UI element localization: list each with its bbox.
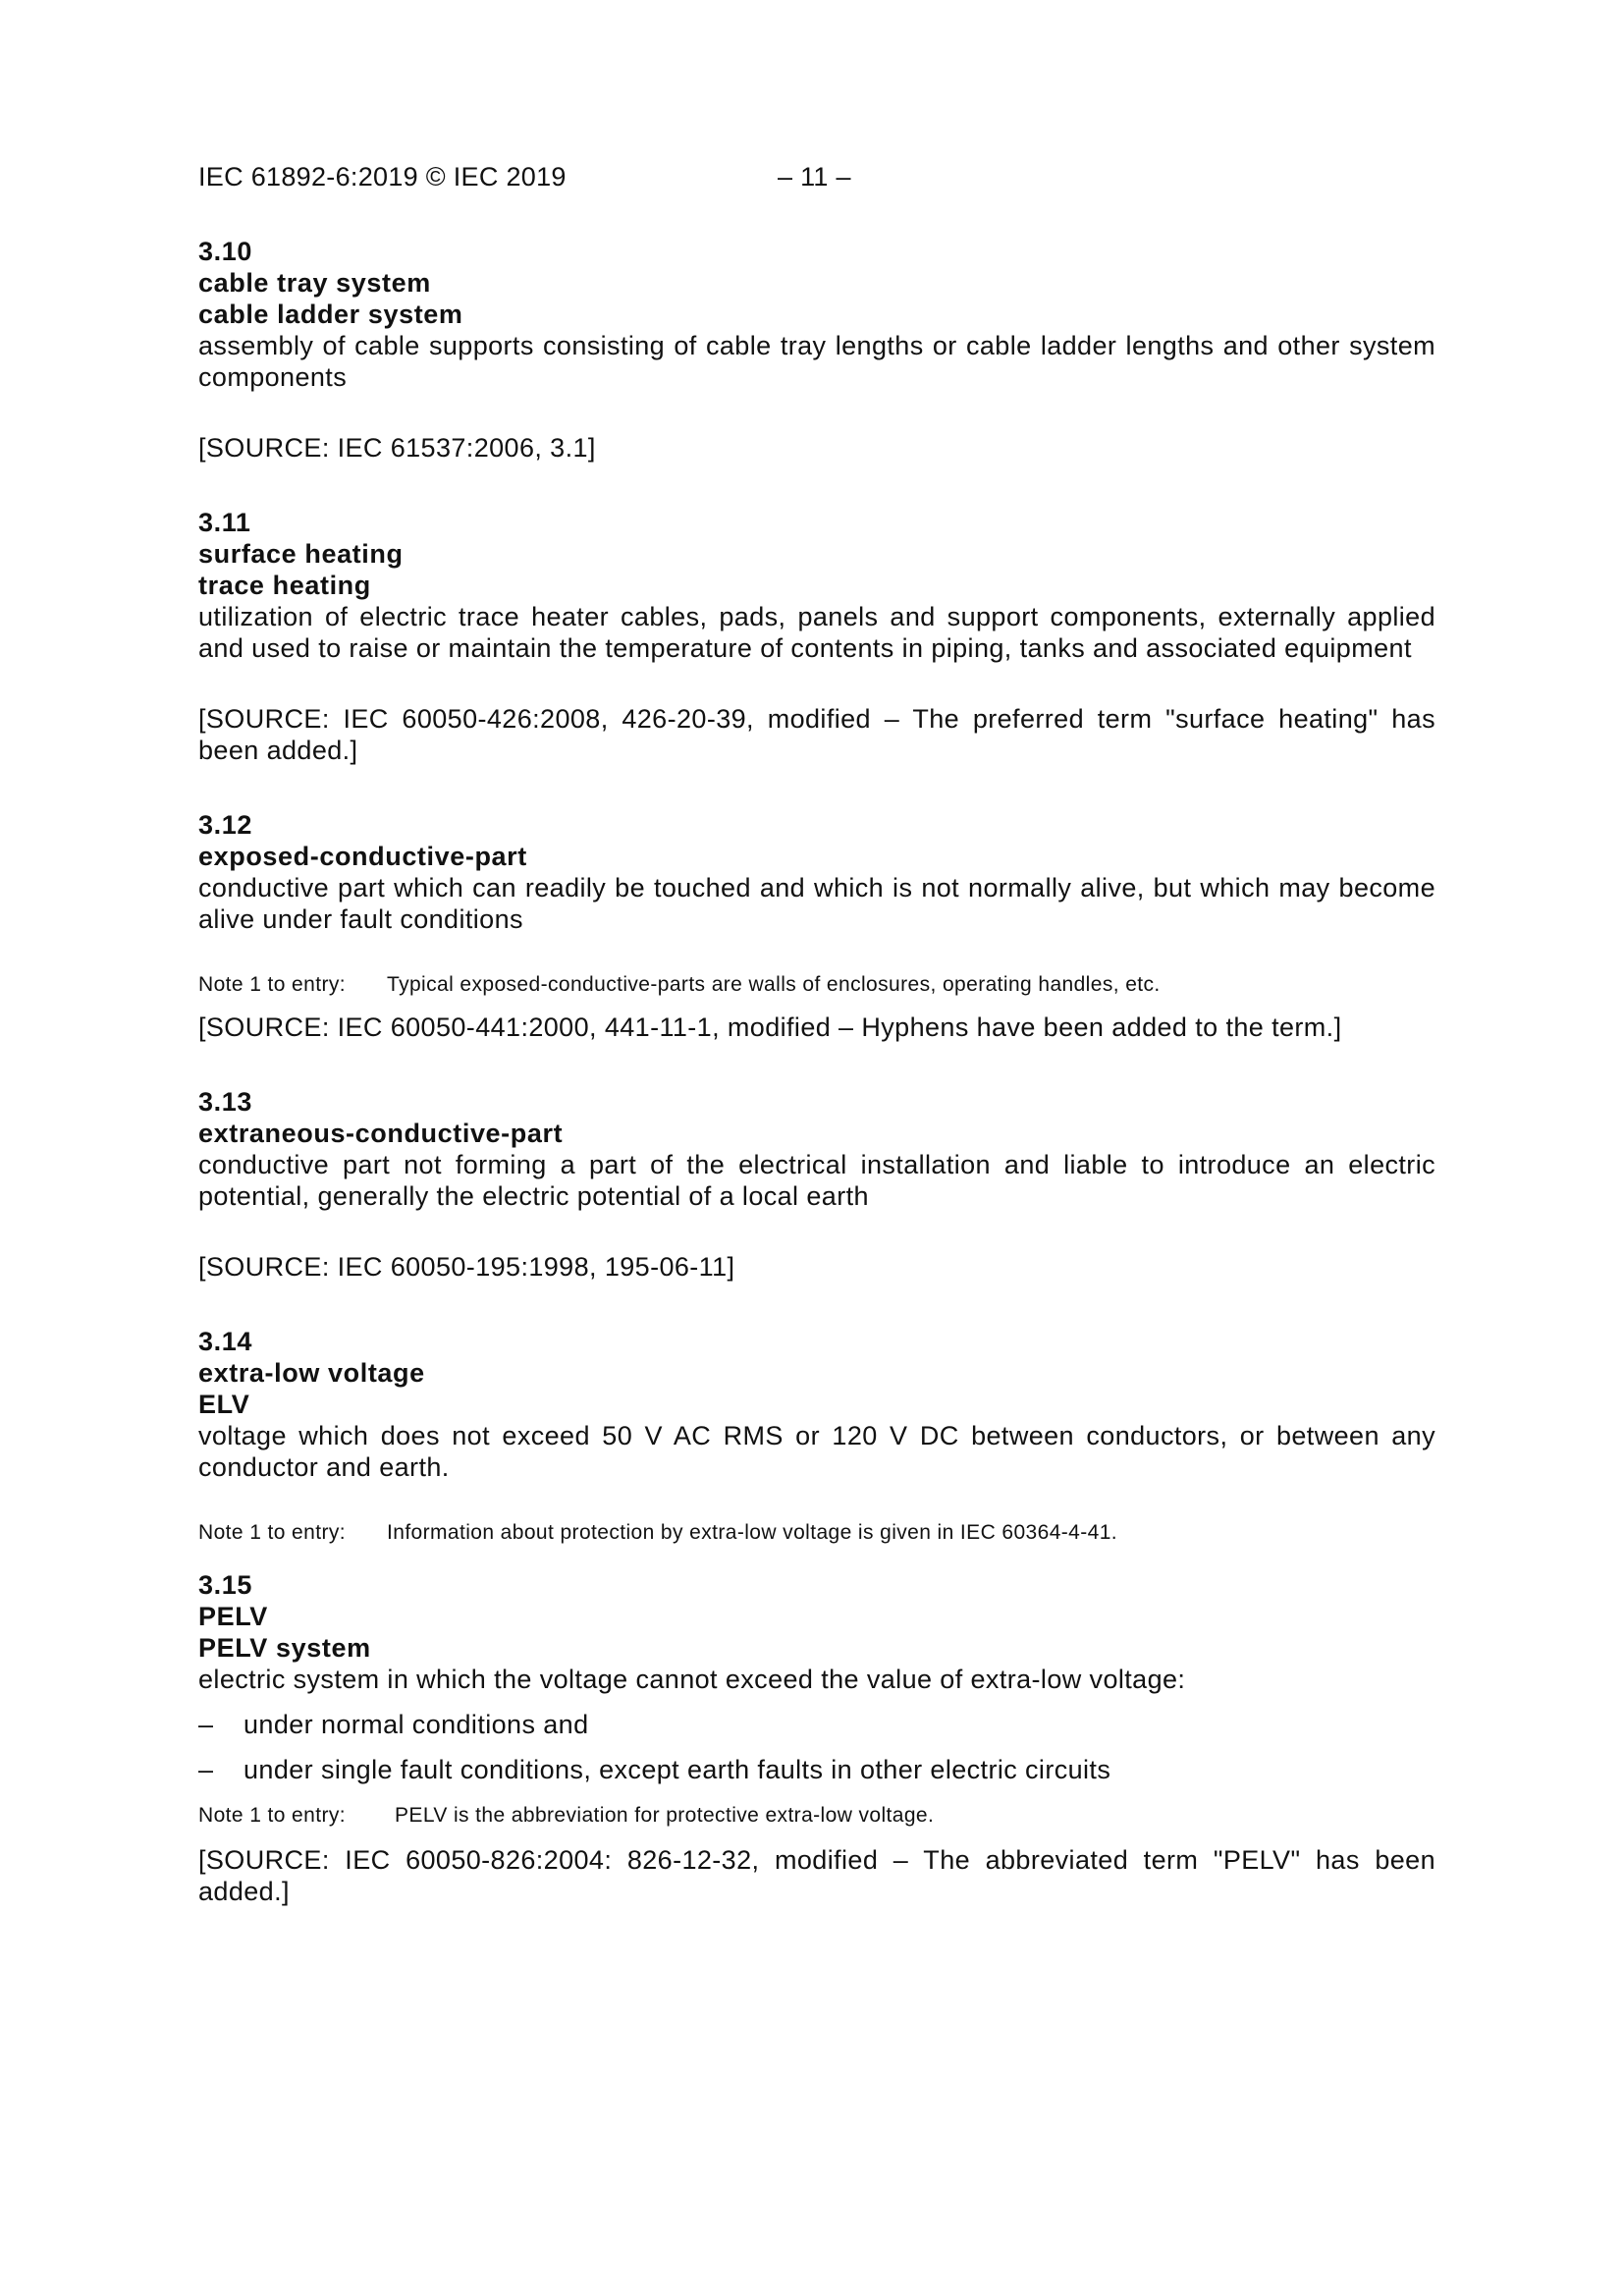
preferred-term: surface heating xyxy=(198,539,404,569)
source-reference: [SOURCE: IEC 60050-441:2000, 441-11-1, modified – Hyphens have been added to the term.] xyxy=(198,1012,1342,1042)
note-text: Typical exposed-conductive-parts are walls of enclosures, operating handles, etc. xyxy=(387,973,1161,996)
note-text: Information about protection by extra-low voltage is given in IEC 60364-4-41. xyxy=(387,1521,1118,1544)
definition: conductive part not forming a part of the electrical installation and liable to introduce an electric potential, generally the electric potential of a local earth xyxy=(198,1150,1435,1211)
note-label: Note 1 to entry: xyxy=(198,1804,346,1827)
entry-number: 3.12 xyxy=(198,810,252,840)
entry-number: 3.11 xyxy=(198,508,251,537)
definition: utilization of electric trace heater cables, pads, panels and support components, externally applied and used to raise or maintain the temperature of contents in piping, tanks and associated equipment xyxy=(198,602,1435,663)
list-item-text: under normal conditions and xyxy=(243,1710,589,1739)
definition: electric system in which the voltage cannot exceed the value of extra-low voltage: xyxy=(198,1665,1186,1694)
list-dash: – xyxy=(198,1710,214,1739)
abbreviated-term: ELV xyxy=(198,1390,250,1419)
document-page xyxy=(198,157,1435,1907)
note-to-entry xyxy=(198,1801,1435,1831)
preferred-term: extra-low voltage xyxy=(198,1358,425,1388)
source-reference: [SOURCE: IEC 61537:2006, 3.1] xyxy=(198,433,596,463)
list-item xyxy=(198,1709,1435,1740)
term-entry-3-15 xyxy=(198,1569,1435,1907)
note-label: Note 1 to entry: xyxy=(198,973,346,996)
term-entry-3-13 xyxy=(198,1086,1435,1283)
preferred-term: cable tray system xyxy=(198,268,431,298)
preferred-term: PELV system xyxy=(198,1633,371,1663)
list-item xyxy=(198,1754,1435,1785)
entry-number: 3.13 xyxy=(198,1087,252,1117)
definition: voltage which does not exceed 50 V AC RMS or 120 V DC between conductors, or between any conductor and earth. xyxy=(198,1421,1435,1482)
note-label: Note 1 to entry: xyxy=(198,1521,346,1544)
entry-number: 3.14 xyxy=(198,1327,252,1356)
page-number: – 11 – xyxy=(778,162,851,191)
entry-number: 3.15 xyxy=(198,1570,252,1600)
source-reference: [SOURCE: IEC 60050-195:1998, 195-06-11] xyxy=(198,1252,735,1282)
term-entry-3-10 xyxy=(198,236,1435,464)
term-entry-3-14 xyxy=(198,1326,1435,1548)
standard-reference: IEC 61892-6:2019 © IEC 2019 xyxy=(198,162,567,191)
admitted-term: trace heating xyxy=(198,571,371,600)
preferred-term: exposed-conductive-part xyxy=(198,842,527,871)
source-reference: [SOURCE: IEC 60050-826:2004: 826-12-32, modified – The abbreviated term "PELV" has been added.] xyxy=(198,1845,1435,1906)
list-item-text: under single fault conditions, except earth faults in other electric circuits xyxy=(243,1755,1111,1784)
abbreviated-term: PELV xyxy=(198,1602,268,1631)
term-entry-3-12 xyxy=(198,809,1435,1043)
note-to-entry xyxy=(198,970,1435,1000)
source-reference: [SOURCE: IEC 60050-426:2008, 426-20-39, modified – The preferred term "surface heating" has been added.] xyxy=(198,704,1435,765)
list-dash: – xyxy=(198,1755,214,1784)
note-text: PELV is the abbreviation for protective extra-low voltage. xyxy=(395,1804,935,1827)
term-entry-3-11 xyxy=(198,507,1435,766)
admitted-term: cable ladder system xyxy=(198,300,463,329)
entry-number: 3.10 xyxy=(198,237,252,266)
note-to-entry xyxy=(198,1518,1435,1548)
definition: assembly of cable supports consisting of cable tray lengths or cable ladder lengths and other system components xyxy=(198,331,1435,392)
page-header xyxy=(198,157,1435,196)
definition: conductive part which can readily be touched and which is not normally alive, but which may become alive under fault conditions xyxy=(198,873,1435,934)
preferred-term: extraneous-conductive-part xyxy=(198,1119,564,1148)
